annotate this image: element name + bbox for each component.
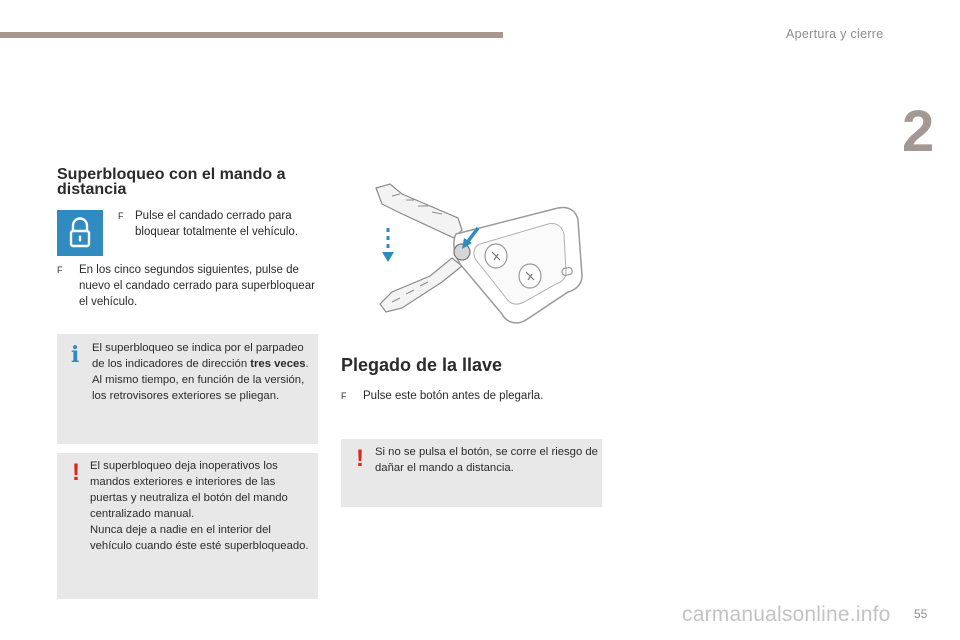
plegado-step-1-text: Pulse este botón antes de plegarla. bbox=[363, 390, 544, 402]
info-note-text bbox=[92, 340, 314, 404]
plegado-warning-note bbox=[341, 439, 602, 507]
chapter-number: 2 bbox=[902, 99, 935, 164]
plegado-warning-text: Si no se pulsa el botón, se corre el riesgo de dañar el mando a distancia. bbox=[375, 446, 598, 474]
superbloqueo-warning-note bbox=[57, 453, 318, 599]
header-accent-bar bbox=[0, 32, 503, 38]
bullet-mark: F bbox=[118, 211, 124, 221]
superbloqueo-step-2-text: En los cinco segundos siguientes, pulse de nuevo el candado cerrado para superbloquear el vehículo. bbox=[79, 264, 315, 308]
bullet-mark: F bbox=[57, 265, 63, 275]
watermark: carmanualsonline.info bbox=[682, 603, 891, 626]
superbloqueo-step-1 bbox=[118, 208, 318, 240]
superbloqueo-warning-text: El superbloqueo deja inoperativos los mandos exteriores e interiores de las puertas y neutraliza el botón del mando centralizado manual. Nunca deje a nadie en el interior del vehículo cuando éste esté superbloqueado. bbox=[90, 460, 309, 552]
superbloqueo-step-2 bbox=[57, 262, 317, 310]
folding-key-remote-illustration bbox=[370, 180, 600, 330]
plegado-step-1 bbox=[341, 388, 601, 404]
warning-icon: ! bbox=[356, 445, 364, 472]
info-note-suffix: . Al mismo tiempo, en función de la versión, los retrovisores exteriores se pliegan. bbox=[92, 358, 309, 402]
closed-padlock-icon bbox=[57, 210, 103, 256]
info-note bbox=[57, 334, 318, 444]
info-note-emphasis: tres veces bbox=[250, 358, 306, 370]
superbloqueo-step-1-text: Pulse el candado cerrado para bloquear totalmente el vehículo. bbox=[135, 210, 299, 238]
warning-icon: ! bbox=[72, 459, 80, 486]
plegado-heading: Plegado de la llave bbox=[341, 355, 503, 375]
info-note-prefix: El superbloqueo se indica por el parpadeo de los indicadores de dirección bbox=[92, 342, 304, 370]
info-icon: i bbox=[71, 342, 80, 368]
section-title: Apertura y cierre bbox=[786, 27, 884, 41]
bullet-mark: F bbox=[341, 391, 347, 401]
page-number: 55 bbox=[914, 607, 928, 621]
superbloqueo-heading: Superbloqueo con el mando a distancia bbox=[57, 166, 286, 198]
